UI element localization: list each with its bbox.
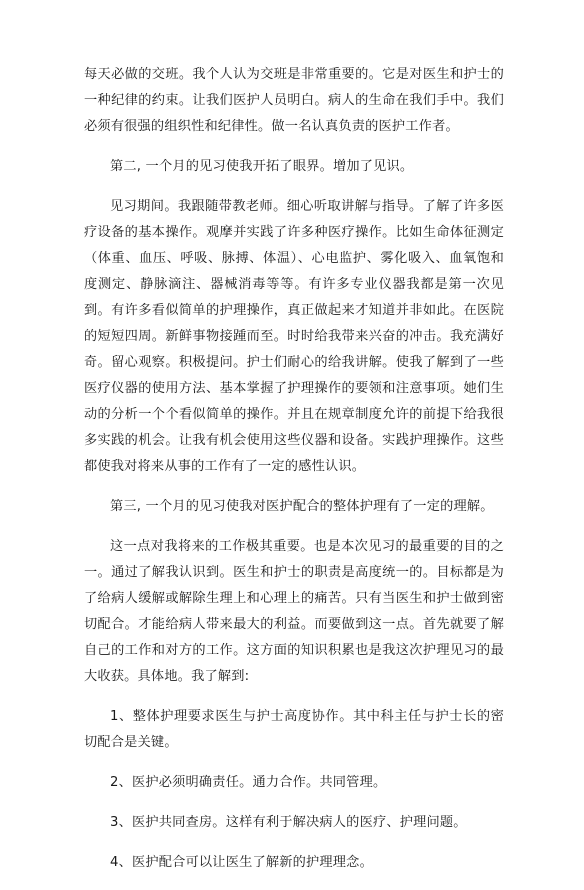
paragraph-shift-handover: 每天必做的交班。我个人认为交班是非常重要的。它是对医生和护士的一种纪律的约束。让我们医护人员明白。病人的生命在我们手中。我们必须有很强的组织性和纪律性。做一名认真负责的医护工作者。 [84, 67, 504, 134]
document-body [84, 62, 504, 890]
paragraph-internship-experience: 见习期间。我跟随带教老师。细心听取讲解与指导。了解了许多医疗设备的基本操作。观摩并实践了许多种医疗操作。比如生命体征测定（体重、血压、呼吸、脉搏、体温）、心电监护、雾化吸入、血氧饱和度测定、静脉滴注、器械消毒等等。有许多专业仪器我都是第一次见到。有许多看似简单的护理操作，真正做起来才知道并非如此。在医院的短短四周。新鲜事物接踵而至。时时给我带来兴奋的冲击。我充满好奇。留心观察。积极提问。护士们耐心的给我讲解。使我了解到了一些医疗仪器的使用方法、基本掌握了护理操作的要领和注意事项。她们生动的分析一个个看似简单的操作。并且在规章制度允许的前提下给我很多实践的机会。让我有机会使用这些仪器和设备。实践护理操作。这些都使我对将来从事的工作有了一定的感性认识。 [84, 199, 504, 474]
list-item-4: 4、医护配合可以让医生了解新的护理理念。 [110, 855, 373, 870]
list-item-2: 2、医护必须明确责任。通力合作。共同管理。 [110, 775, 387, 790]
list-item-1: 1、整体护理要求医生与护士高度协作。其中科主任与护士长的密切配合是关键。 [84, 709, 504, 750]
list-item-3: 3、医护共同查房。这样有利于解决病人的医疗、护理问题。 [110, 815, 467, 830]
section-heading-third: 第三, 一个月的见习使我对医护配合的整体护理有了一定的理解。 [110, 499, 494, 514]
paragraph-doctor-nurse-cooperation: 这一点对我将来的工作极其重要。也是本次见习的最重要的目的之一。通过了解我认识到。医生和护士的职责是高度统一的。目标都是为了给病人缓解或解除生理上和心理上的痛苦。只有当医生和护士做到密切配合。才能给病人带来最大的利益。而要做到这一点。首先就要了解自己的工作和对方的工作。这方面的知识积累也是我这次护理见习的最大收获。具体地。我了解到: [84, 539, 504, 684]
section-heading-second: 第二, 一个月的见习使我开拓了眼界。增加了见识。 [110, 159, 414, 174]
